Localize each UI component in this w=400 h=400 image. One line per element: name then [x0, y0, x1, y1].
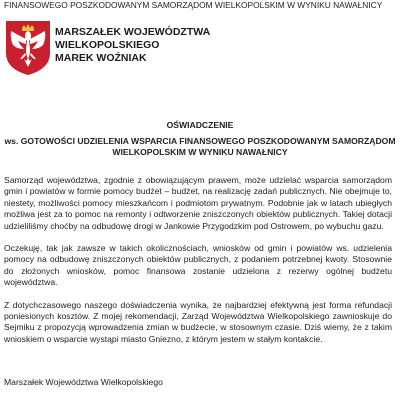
org-line: MAREK WOŹNIAK: [55, 52, 147, 64]
org-line: MARSZAŁEK WOJEWÓDZTWA: [55, 26, 211, 38]
header-top-line: FINANSOWEGO POSZKODOWANYM SAMORZĄDOM WIELKOPOLSKIM W WYNIKU NAWAŁNICY: [4, 0, 383, 10]
statement-heading: [0, 120, 400, 159]
organization-name: [55, 26, 210, 65]
signature-line: Marszałek Województwa Wielkopolskiego: [4, 377, 163, 387]
paragraph: Samorząd województwa, zgodnie z obowiązującym prawem, może udzielać wsparcia samorządom gmin i powiatów w formie pomocy budżet – budżet, na realizację zadań publicznych. Nie obejmuje to, niestety, możliwości pomocy mieszkańcom i podmiotom prywatnym. Podobnie jak w latach ubiegłych możliwa jest za to pomoc na remonty i odtworzenie zniszczonych obiektów publicznych. Takiej dotacji udzieliliśmy choćby na odbudowę drogi w Jankowie Przygodzkim pod Ostrowem, po wybuchu gazu.: [4, 175, 392, 231]
statement-body: [4, 175, 392, 356]
statement-subtitle-line: ws. GOTOWOŚCI UDZIELENIA WSPARCIA FINANSOWEGO POSZKODOWANYM SAMORZĄDOM: [4, 135, 396, 146]
statement-title: OŚWIADCZENIE: [166, 120, 234, 130]
coat-of-arms-logo: [4, 19, 52, 77]
white-eagle-coat-of-arms-icon: [4, 19, 52, 77]
statement-subtitle-line: WIELKOPOLSKIM W WYNIKU NAWAŁNICY: [112, 147, 288, 157]
paragraph: Oczekuję, tak jak zawsze w takich okolicznościach, wniosków od gmin i powiatów ws. udzielenia pomocy na odbudowę zniszczonych obiektów publicznych, z podaniem potrzebnej kwoty. Stosownie do złożonych wniosków, pomoc finansowa zostanie udzielona z rezerwy ogólnej budżetu województwa.: [4, 243, 392, 288]
paragraph: Z dotychczasowego naszego doświadczenia wynika, że najbardziej efektywną jest forma refundacji poniesionych kosztów. Z mojej rekomendacji, Zarząd Województwa Wielkopolskiego zawnioskuje do Sejmiku z propozycją wprowadzenia zmian w budżecie, w stosownym czasie. Dziś wiemy, że z takim wnioskiem o wsparcie wystąpi miasto Gniezno, z którym jestem w stałym kontakcie.: [4, 299, 392, 344]
org-line: WIELKOPOLSKIEGO: [55, 39, 160, 51]
